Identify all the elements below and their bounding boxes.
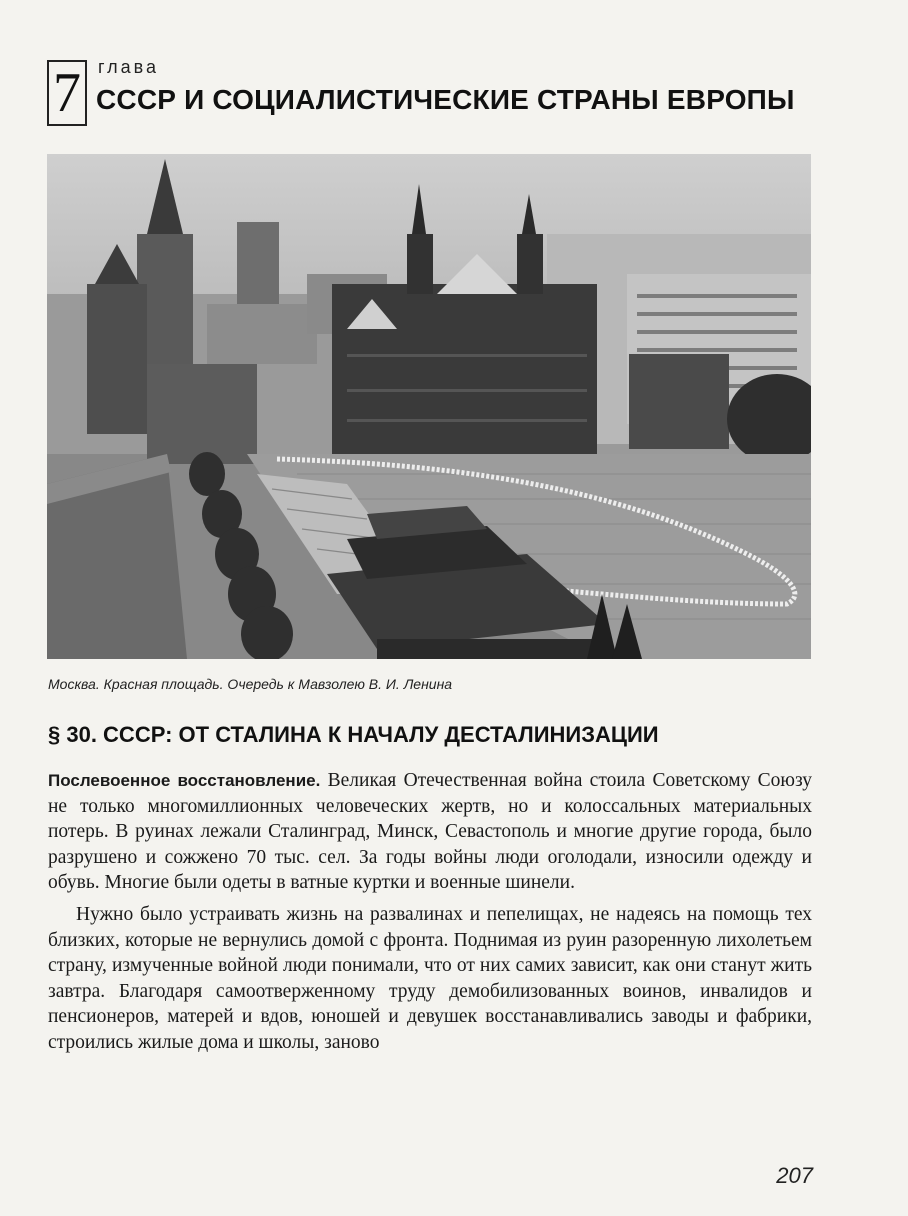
photo-caption: Москва. Красная площадь. Очередь к Мавзолею В. И. Ленина <box>48 676 453 692</box>
section-title: § 30. СССР: ОТ СТАЛИНА К НАЧАЛУ ДЕСТАЛИНИЗАЦИИ <box>48 722 659 747</box>
paragraph <box>48 902 812 1056</box>
page-number: 207 <box>776 1163 813 1188</box>
paragraph-text: Нужно было устраивать жизнь на развалинах и пепелищах, не надеясь на помощь тех близких, которые не вернулись домой с фронта. Поднимая из руин разоренную лихолетьем страну, измученные войной люди понимали, что от них самих зависит, как они станут жить завтра. Благодаря самоотверженному труду демобилизованных воинов, инвалидов и пенсионеров, матерей и вдов, юношей и девушек восстанавливались заводы и фабрики, строились жилые дома и школы, заново <box>48 903 812 1053</box>
paragraph-lead: Послевоенное восстановление. <box>48 771 321 790</box>
chapter-title: СССР И СОЦИАЛИСТИЧЕСКИЕ СТРАНЫ ЕВРОПЫ <box>96 84 795 115</box>
body-text <box>48 768 812 1056</box>
red-square-photo <box>47 154 811 659</box>
photo-illustration <box>47 154 811 659</box>
chapter-number-box <box>47 60 87 126</box>
chapter-number: 7 <box>53 62 81 124</box>
paragraph-text: Великая Отечественная война стоила Советскому Союзу не только многомиллионных человеческих жертв, но и колоссальных материальных потерь. В руинах лежали Сталинград, Минск, Севастополь и многие другие города, было разрушено и сожжено 70 тыс. сел. За годы войны люди оголодали, износили одежду и обувь. Многие были одеты в ватные куртки и военные шинели. <box>48 770 812 894</box>
chapter-label: глава <box>98 57 160 77</box>
paragraph <box>48 768 812 896</box>
